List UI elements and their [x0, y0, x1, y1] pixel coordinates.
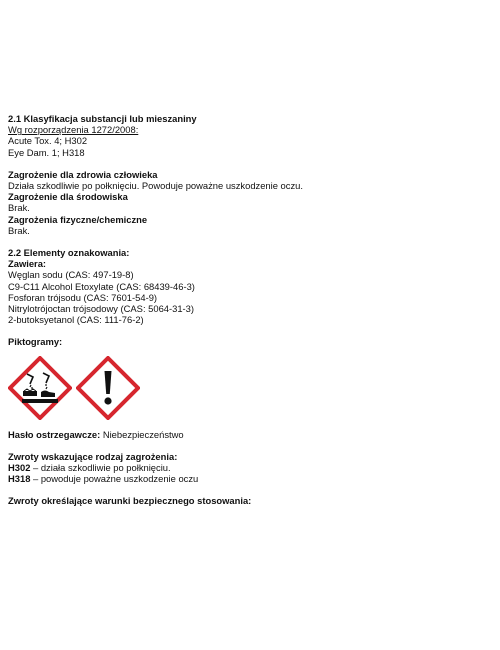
health-hazard-heading: Zagrożenie dla zdrowia człowieka: [8, 168, 158, 180]
statement-code: H318: [8, 473, 31, 485]
corrosion-icon: [8, 356, 72, 420]
environment-hazard-text: Brak.: [8, 202, 30, 214]
hazard-statements-heading: Zwroty wskazujące rodzaj zagrożenia:: [8, 450, 178, 462]
hazard-statement-h318: [8, 473, 488, 484]
pictograms-heading: Piktogramy:: [8, 336, 63, 348]
health-hazard-text: Działa szkodliwie po połknięciu. Powoduje poważne uszkodzenie oczu.: [8, 180, 303, 192]
component-item: Nitrylotrójoctan trójsodowy (CAS: 5064-31-3): [8, 303, 195, 315]
regulation-reference: Wg rozporządzenia 1272/2008:: [8, 124, 139, 136]
classification-eye-dam: Eye Dam. 1; H318: [8, 146, 85, 158]
physical-hazard-text: Brak.: [8, 224, 30, 236]
environment-hazard-heading: Zagrożenie dla środowiska: [8, 191, 128, 203]
signal-word-line: [8, 429, 488, 440]
sds-page: [8, 113, 488, 507]
precautionary-statements-heading: Zwroty określające warunki bezpiecznego stosowania:: [8, 495, 252, 507]
hazard-statement-h302: [8, 462, 488, 473]
statement-text: – powoduje poważne uszkodzenie oczu: [30, 473, 199, 485]
signal-word-value: Niebezpieczeństwo: [100, 428, 184, 440]
component-item: Fosforan trójsodu (CAS: 7601-54-9): [8, 291, 158, 303]
component-item: 2-butoksyetanol (CAS: 111-76-2): [8, 314, 144, 326]
section-2-2-heading: 2.2 Elementy oznakowania:: [8, 247, 130, 259]
pictogram-row: [8, 356, 488, 420]
classification-acute-tox: Acute Tox. 4; H302: [8, 135, 88, 147]
exclamation-mark-icon: [76, 356, 140, 420]
contains-heading: Zawiera:: [8, 258, 47, 270]
component-item: Węglan sodu (CAS: 497-19-8): [8, 269, 134, 281]
statement-text: – działa szkodliwie po połknięciu.: [30, 462, 171, 474]
component-item: C9-C11 Alcohol Etoxylate (CAS: 68439-46-3): [8, 280, 195, 292]
statement-code: H302: [8, 462, 31, 474]
physical-hazard-heading: Zagrożenia fizyczne/chemiczne: [8, 213, 148, 225]
section-2-1-heading: 2.1 Klasyfikacja substancji lub mieszaniny: [8, 113, 197, 124]
signal-word-label: Hasło ostrzegawcze:: [8, 428, 101, 440]
